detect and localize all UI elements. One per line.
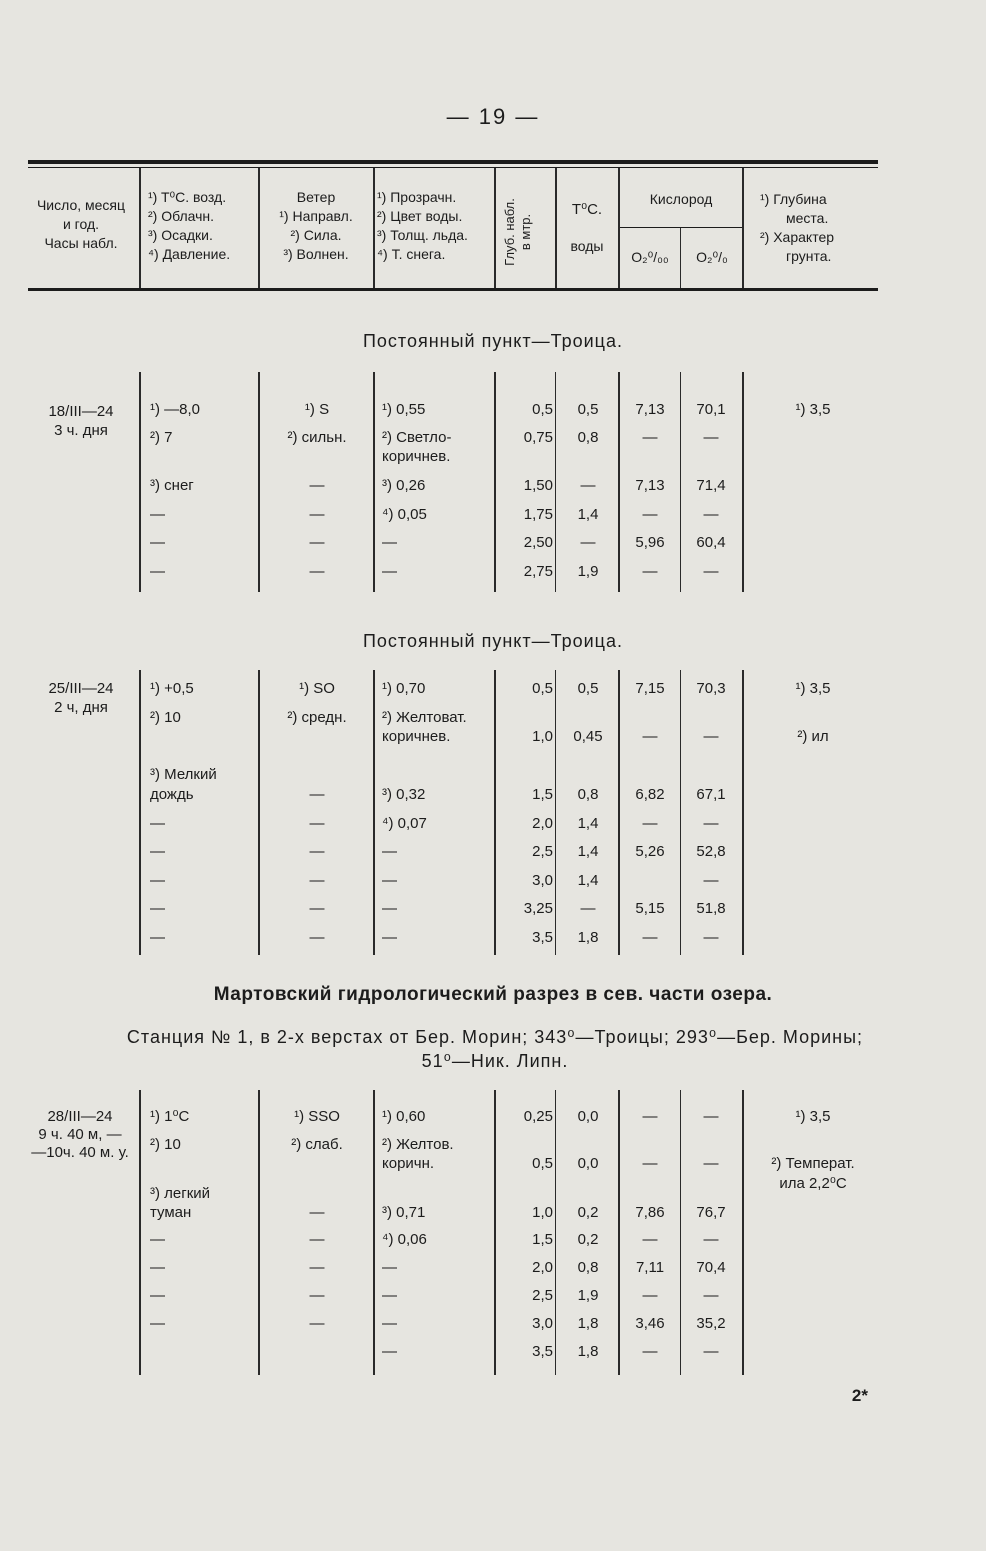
section3-cell: 1,9 [577, 1287, 599, 1304]
section1-cell: коричнев. [382, 448, 451, 465]
section2-cell: 3,0 [532, 872, 553, 889]
section2-cell: ¹) 3,5 [795, 680, 831, 697]
section3-cell: 1,8 [577, 1343, 599, 1360]
section1-sep-1 [139, 372, 141, 592]
section3-cell: — [150, 1231, 165, 1248]
section2-title: Постоянный пункт—Троица. [362, 631, 623, 651]
section2-cell: 3,25 [523, 900, 553, 917]
section3-cell: — [382, 1343, 397, 1360]
section2-cell: 6,82 [635, 786, 665, 803]
section1-cell: 0,5 [577, 401, 599, 418]
section3-date: 28/III—24 9 ч. 40 м, — —10ч. 40 м. у. [31, 1108, 129, 1161]
section3-sep-6 [618, 1090, 620, 1375]
section1-cell: 5,96 [635, 534, 665, 551]
section3-cell: — [382, 1287, 397, 1304]
section1-cell: 0,8 [577, 429, 599, 446]
section3-cell: — [382, 1315, 397, 1332]
section2-sep-5 [555, 670, 556, 955]
section2-cell: ³) 0,32 [382, 786, 426, 803]
section3-cell: — [150, 1315, 165, 1332]
section3-sep-8 [742, 1090, 744, 1375]
section3-cell: — [309, 1259, 325, 1276]
section3-cell: 35,2 [696, 1315, 726, 1332]
section3-cell: — [309, 1204, 325, 1221]
section2-cell: 2,0 [532, 815, 553, 832]
section3-cell: ⁴) 0,06 [382, 1231, 427, 1248]
section2-cell: — [382, 872, 397, 889]
section2-cell: 1,5 [532, 786, 553, 803]
header-col-water: ¹) Прозрачн. ²) Цвет воды. ³) Толщ. льда. ⁴) Т. снега. [377, 189, 468, 262]
section2-cell: ¹) +0,5 [150, 680, 194, 697]
section2-cell: — [703, 872, 719, 889]
section3-cell: ¹) 3,5 [795, 1108, 831, 1125]
section1-cell: — [150, 534, 165, 551]
header-sep-8 [742, 168, 744, 288]
header-sep-7 [680, 228, 681, 288]
section1-cell: — [703, 429, 719, 446]
section1-cell: 2,75 [523, 563, 553, 580]
section1-cell: — [309, 534, 325, 551]
section2-sep-7 [680, 670, 681, 955]
section3-cell: — [703, 1231, 719, 1248]
section3-sep-2 [258, 1090, 260, 1375]
section3-cell: 0,25 [523, 1108, 553, 1125]
section2-cell: — [703, 815, 719, 832]
section1-cell: ¹) —8,0 [150, 401, 201, 418]
section3-cell: — [642, 1108, 658, 1125]
section3-cell: 3,46 [635, 1315, 665, 1332]
section3-sep-3 [373, 1090, 375, 1375]
section2-cell: ³) Мелкий [150, 766, 217, 783]
section1-cell: ¹) 3,5 [795, 401, 831, 418]
section3-cell: 1,5 [532, 1231, 553, 1248]
section1-cell: — [703, 506, 719, 523]
header-top-rule-thin [28, 167, 878, 168]
section2-cell: — [150, 815, 165, 832]
section1-cell: — [382, 563, 397, 580]
section1-cell: ³) 0,26 [382, 477, 426, 494]
section2-cell: — [309, 900, 325, 917]
section1-sep-2 [258, 372, 260, 592]
section1-cell: 1,4 [577, 506, 599, 523]
section3-cell: 7,86 [635, 1204, 665, 1221]
section2-cell: коричнев. [382, 728, 451, 745]
section3-cell: ³) 0,71 [382, 1204, 426, 1221]
section2-cell: ¹) 0,70 [382, 680, 426, 697]
section3-cell: — [150, 1287, 165, 1304]
section3-cell: ³) легкий [150, 1185, 211, 1202]
section1-sep-5 [555, 372, 556, 592]
header-col-bottom: ¹) Глубина места. ²) Характер грунта. [760, 191, 835, 264]
section2-sep-4 [494, 670, 496, 955]
section3-cell: 0,2 [577, 1204, 599, 1221]
section1-cell: 71,4 [696, 477, 726, 494]
section3-cell: 76,7 [696, 1204, 726, 1221]
section1-cell: ³) снег [150, 477, 194, 494]
section3-cell: туман [150, 1204, 192, 1221]
section1-cell: — [703, 563, 719, 580]
section2-sep-3 [373, 670, 375, 955]
header-col-oxygen-percent: O₂⁰/₀ [696, 249, 728, 265]
section1-cell: — [309, 477, 325, 494]
section2-cell: ²) средн. [287, 709, 347, 726]
section2-cell: 2,5 [532, 843, 553, 860]
section1-cell: — [580, 477, 596, 494]
header-sep-6 [618, 168, 620, 288]
section2-cell: — [309, 929, 325, 946]
section3-cell: 0,8 [577, 1259, 599, 1276]
section1-cell: 1,9 [577, 563, 599, 580]
section2-cell: — [309, 843, 325, 860]
section2-sep-6 [618, 670, 620, 955]
section1-cell: ⁴) 0,05 [382, 506, 427, 523]
section2-cell: 67,1 [696, 786, 726, 803]
section3-cell: 0,5 [532, 1155, 553, 1172]
section2-cell: — [150, 900, 165, 917]
header-col-depth: Глуб. набл. в мтр. [502, 198, 533, 266]
section2-date: 25/III—24 2 ч, дня [48, 680, 114, 716]
section3-cell: — [703, 1108, 719, 1125]
section2-cell: — [382, 843, 397, 860]
section1-date: 18/III—24 3 ч. дня [48, 403, 114, 439]
section3-cell: 0,0 [577, 1108, 599, 1125]
header-sep-1 [139, 168, 141, 288]
section1-sep-8 [742, 372, 744, 592]
section3-cell: ила 2,2⁰C [779, 1175, 847, 1192]
header-bottom-rule [28, 288, 878, 291]
section1-title: Постоянный пункт—Троица. [362, 331, 623, 351]
section2-cell: 0,5 [577, 680, 599, 697]
header-col-oxygen: Кислород [649, 191, 713, 207]
section1-cell: — [382, 534, 397, 551]
section3-cell: 2,5 [532, 1287, 553, 1304]
section2-cell: — [703, 929, 719, 946]
header-sep-3 [373, 168, 375, 288]
section3-cell: ²) слаб. [291, 1136, 343, 1153]
section2-cell: 52,8 [696, 843, 726, 860]
section1-cell: — [309, 506, 325, 523]
section3-cell: ¹) SSO [294, 1108, 340, 1125]
header-top-rule [28, 160, 878, 164]
section1-cell: 7,13 [635, 401, 665, 418]
header-col-date: Число, месяц и год. Часы набл. [36, 197, 126, 251]
section1-sep-4 [494, 372, 496, 592]
section2-cell: 51,8 [696, 900, 726, 917]
section3-station-line1: Станция № 1, в 2-х верстах от Бер. Морин; 343⁰—Троицы; 293⁰—Бер. Морины; [126, 1027, 864, 1047]
section2-cell: дождь [150, 786, 194, 803]
section2-cell: 3,5 [532, 929, 553, 946]
header-col-oxygen-per-mille: O₂⁰/₀₀ [631, 249, 669, 265]
section1-cell: 7,13 [635, 477, 665, 494]
oxygen-subheader-rule [620, 227, 742, 228]
section3-cell: 3,5 [532, 1343, 553, 1360]
section3-cell: — [642, 1231, 658, 1248]
section3-cell: — [309, 1287, 325, 1304]
section3-sep-4 [494, 1090, 496, 1375]
section2-cell: 7,15 [635, 680, 665, 697]
page-number: — 19 — [446, 104, 540, 129]
section2-cell: — [150, 929, 165, 946]
section1-cell: — [580, 534, 596, 551]
section1-cell: — [642, 429, 658, 446]
section2-cell: — [382, 929, 397, 946]
section3-cell: — [150, 1259, 165, 1276]
section1-cell: 2,50 [523, 534, 553, 551]
section3-sep-7 [680, 1090, 681, 1375]
section2-cell: — [150, 843, 165, 860]
section2-cell: — [642, 815, 658, 832]
section1-cell: 1,50 [523, 477, 553, 494]
section2-sep-1 [139, 670, 141, 955]
section3-cell: 0,0 [577, 1155, 599, 1172]
header-col-air: ¹) T⁰C. возд. ²) Облачн. ³) Осадки. ⁴) Давление. [148, 189, 231, 262]
section3-cell: — [642, 1155, 658, 1172]
section3-cell: коричн. [382, 1155, 435, 1172]
section1-sep-3 [373, 372, 375, 592]
section1-cell: — [309, 563, 325, 580]
section1-cell: — [150, 563, 165, 580]
section3-cell: — [642, 1287, 658, 1304]
header-col-wind: Ветер ¹) Направл. ²) Сила. ³) Волнен. [279, 189, 353, 262]
section3-sep-5 [555, 1090, 556, 1375]
section3-heading: Мартовский гидрологический разрез в сев. части озера. [213, 984, 773, 1005]
section2-cell: — [309, 786, 325, 803]
section1-cell: ²) 7 [150, 429, 173, 446]
section3-cell: 70,4 [696, 1259, 726, 1276]
section2-cell: — [382, 900, 397, 917]
section2-cell: 1,0 [532, 728, 553, 745]
section3-cell: 0,2 [577, 1231, 599, 1248]
section1-cell: 1,75 [523, 506, 553, 523]
section3-cell: ¹) 1⁰C [150, 1108, 190, 1125]
section1-cell: 70,1 [696, 401, 726, 418]
section2-cell: ¹) SO [299, 680, 335, 697]
section1-cell: ¹) 0,55 [382, 401, 426, 418]
section1-cell: — [642, 506, 658, 523]
section1-cell: ²) Светло- [382, 429, 452, 446]
section3-cell: ²) Температ. [771, 1155, 855, 1172]
section2-cell: ²) Желтоват. [382, 709, 467, 726]
section2-cell: ²) 10 [150, 709, 181, 726]
section3-cell: — [309, 1315, 325, 1332]
section2-cell: 0,5 [532, 680, 553, 697]
section3-station-line2: 51⁰—Ник. Липн. [421, 1051, 569, 1071]
section1-cell: — [150, 506, 165, 523]
section1-cell: 60,4 [696, 534, 726, 551]
section2-cell: — [150, 872, 165, 889]
section2-sep-2 [258, 670, 260, 955]
section1-sep-6 [618, 372, 620, 592]
section2-cell: 5,26 [635, 843, 665, 860]
section1-cell: 0,75 [523, 429, 553, 446]
section2-cell: — [703, 728, 719, 745]
section2-cell: — [309, 815, 325, 832]
section3-cell: — [309, 1231, 325, 1248]
section2-cell: 1,8 [577, 929, 599, 946]
section3-cell: ²) 10 [150, 1136, 181, 1153]
section2-cell: — [309, 872, 325, 889]
section2-cell: — [580, 900, 596, 917]
section3-cell: 1,0 [532, 1204, 553, 1221]
section2-cell: ⁴) 0,07 [382, 815, 427, 832]
section3-cell: ¹) 0,60 [382, 1108, 426, 1125]
section3-cell: — [703, 1287, 719, 1304]
section2-cell: 70,3 [696, 680, 726, 697]
section2-cell: 1,4 [577, 872, 599, 889]
section1-sep-7 [680, 372, 681, 592]
section2-cell: 1,4 [577, 843, 599, 860]
header-col-water-temp: T⁰C. воды [570, 201, 604, 254]
section3-cell: — [382, 1259, 397, 1276]
section3-cell: 3,0 [532, 1315, 553, 1332]
section1-cell: 0,5 [532, 401, 553, 418]
section3-cell: 7,11 [635, 1259, 665, 1276]
section3-cell: — [703, 1343, 719, 1360]
section1-cell: ²) сильн. [287, 429, 347, 446]
section2-cell: 0,45 [573, 728, 603, 745]
section3-cell: 1,8 [577, 1315, 599, 1332]
section1-cell: — [642, 563, 658, 580]
section2-cell: 0,8 [577, 786, 599, 803]
section3-cell: — [703, 1155, 719, 1172]
section2-cell: 5,15 [635, 900, 665, 917]
section1-cell: ¹) S [304, 401, 330, 418]
section2-cell: ²) ил [797, 728, 829, 745]
section3-cell: 2,0 [532, 1259, 553, 1276]
section3-cell: ²) Желтов. [382, 1136, 454, 1153]
section2-cell: — [642, 929, 658, 946]
section2-sep-8 [742, 670, 744, 955]
section2-cell: — [642, 728, 658, 745]
section3-cell: — [642, 1343, 658, 1360]
footer-mark: 2* [851, 1386, 868, 1405]
section2-cell: 1,4 [577, 815, 599, 832]
